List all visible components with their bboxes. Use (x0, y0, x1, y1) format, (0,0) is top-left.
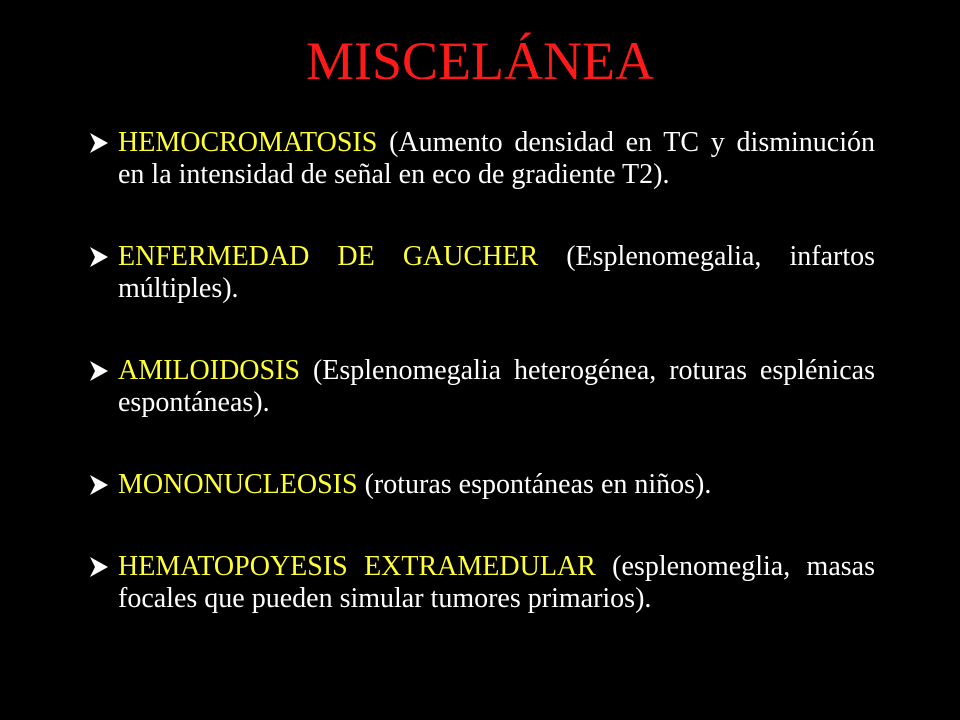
arrowhead-bullet-icon (86, 244, 112, 270)
item-description: (Aumento densidad en TC y disminución en la intensidad de señal en eco de gradiente T2). (118, 127, 875, 190)
item-term: AMILOIDOSIS (118, 355, 300, 386)
list-item (86, 469, 875, 501)
item-term: MONONUCLEOSIS (118, 469, 358, 500)
arrowhead-bullet-icon (86, 130, 112, 156)
item-term: ENFERMEDAD DE GAUCHER (118, 241, 539, 272)
list-item (86, 127, 875, 191)
item-description: (esplenomeglia, masas focales que pueden simular tumores primarios). (118, 551, 875, 614)
arrowhead-bullet-icon (86, 472, 112, 498)
list-item (86, 241, 875, 305)
item-description: (Esplenomegalia, infartos múltiples). (118, 241, 875, 304)
item-description: (roturas espontáneas en niños). (357, 469, 712, 500)
item-term: HEMATOPOYESIS EXTRAMEDULAR (118, 551, 596, 582)
item-description: (Esplenomegalia heterogénea, roturas esplénicas espontáneas). (118, 355, 875, 418)
list-item (86, 355, 875, 419)
item-term: HEMOCROMATOSIS (118, 127, 378, 158)
slide-title: MISCELÁNEA (306, 31, 654, 91)
arrowhead-bullet-icon (86, 554, 112, 580)
bullet-list (86, 127, 875, 615)
arrowhead-bullet-icon (86, 358, 112, 384)
list-item (86, 551, 875, 615)
